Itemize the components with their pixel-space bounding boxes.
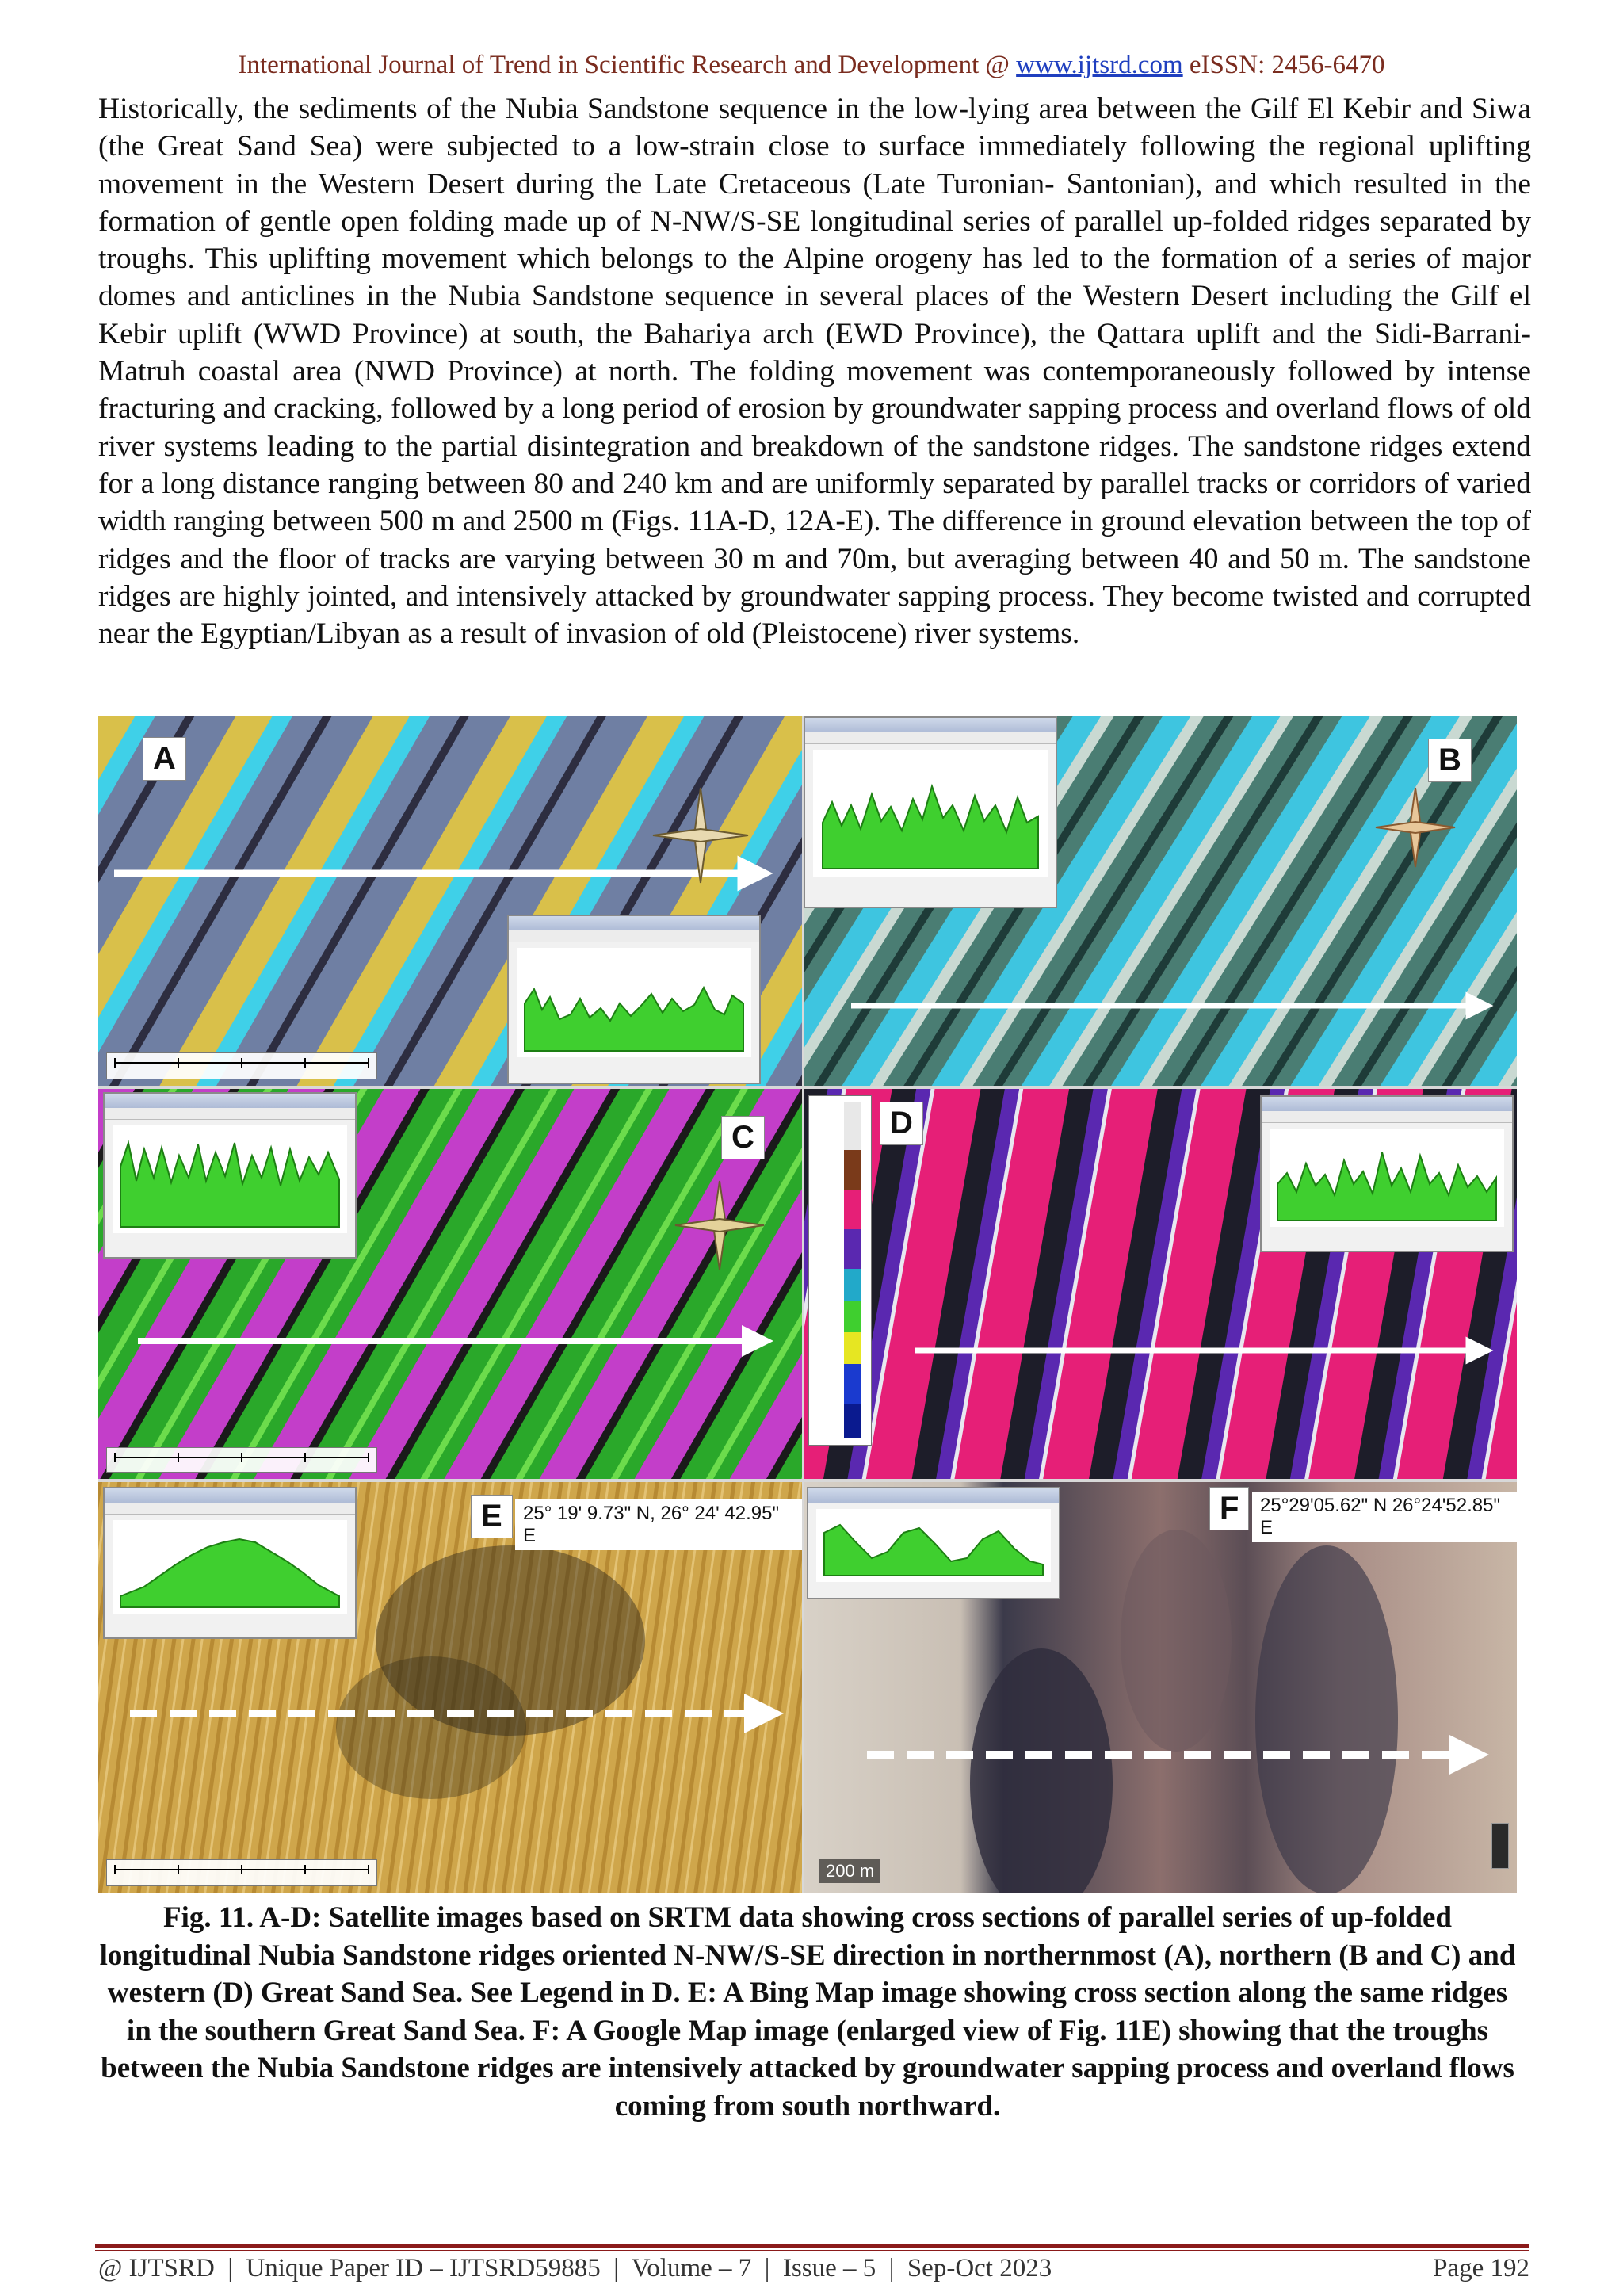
panel-d-label: D [880, 1102, 923, 1145]
panel-d-elevation-legend [808, 1095, 872, 1446]
elevation-profile-chart [113, 1125, 347, 1233]
figure-11 [98, 716, 1517, 1893]
panel-e-scale-bar [106, 1859, 377, 1886]
panel-f-coordinates: 25°29'05.62" N 26°24'52.85" E [1252, 1492, 1517, 1542]
panel-a-elevation-profile[interactable] [507, 915, 761, 1084]
footer-rule-top [95, 2244, 1529, 2248]
panel-f-elevation-profile[interactable] [807, 1487, 1060, 1599]
panel-f [804, 1482, 1517, 1893]
page-number: Page 192 [1433, 2254, 1529, 2283]
map-zoom-controls[interactable] [1491, 1823, 1509, 1869]
panel-c-scale-bar [106, 1447, 377, 1473]
footer-rule-bottom [95, 2250, 1529, 2251]
panel-c-elevation-profile[interactable] [103, 1092, 357, 1259]
elevation-profile-chart [813, 750, 1048, 877]
journal-name: International Journal of Trend in Scientific Research and Development @ [238, 51, 1010, 79]
body-paragraph: Historically, the sediments of the Nubia Sandstone sequence in the low-lying area between the Gilf El Kebir and Siwa (the Great Sand Sea) were subjected to a low-strain close to surface immediately following the regional uplifting movement in the Western Desert during the Late Cretaceous (Late Turonian- Santonian), and which resulted in the formation of gentle open folding made up of N-NW/S-SE longitudinal series of parallel up-folded ridges separated by troughs. This uplifting movement which belongs to the Alpine orogeny has led to the formation of a series of major domes and anticlines in the Nubia Sandstone sequence in several places of the Western Desert including the Gilf el Kebir uplift (WWD Province) at south, the Bahariya arch (EWD Province), the Qattara uplift and the Sidi-Barrani-Matruh coastal area (NWD Province) at north. The folding movement was contemporaneously followed by intense fracturing and cracking, followed by a long period of erosion by groundwater sapping process and overland flows of old river systems leading to the partial disintegration and breakdown of the sandstone ridges. The sandstone ridges extend for a long distance ranging between 80 and 240 km and are uniformly separated by parallel tracks or corridors of varied width ranging between 500 m and 2500 m (Figs. 11A-D, 12A-E). The difference in ground elevation between the top of ridges and the floor of tracks are varying between 30 m and 70m, but averaging between 40 and 50 m. The sandstone ridges are highly jointed, and intensively attacked by groundwater sapping process. They become twisted and corrupted near the Egyptian/Libyan as a result of invasion of old (Pleistocene) river systems. [98, 93, 1531, 651]
panel-c-label: C [721, 1116, 765, 1159]
elevation-profile-chart [517, 948, 751, 1057]
panel-b-label: B [1428, 739, 1472, 782]
elevation-profile-chart [1270, 1129, 1504, 1227]
journal-header [0, 51, 1623, 80]
panel-c [98, 1089, 802, 1479]
panel-e [98, 1482, 802, 1893]
panel-e-label: E [471, 1495, 513, 1538]
panel-f-label: F [1209, 1487, 1249, 1530]
footer-publication-info: @ IJTSRD | Unique Paper ID – IJTSRD59885 | Volume – 7 | Issue – 5 | Sep-Oct 2023 [98, 2254, 1052, 2283]
elevation-profile-chart [113, 1520, 347, 1614]
page-footer [98, 2254, 1529, 2283]
panel-a-scale-bar [106, 1052, 377, 1079]
elevation-profile-chart [816, 1509, 1051, 1582]
panel-a-label: A [143, 737, 186, 781]
panel-d [804, 1089, 1517, 1479]
journal-url-link[interactable]: www.ijtsrd.com [1016, 51, 1183, 79]
panel-f-scale [819, 1859, 880, 1883]
journal-issn: eISSN: 2456-6470 [1189, 51, 1385, 79]
panel-f-scale-label: 200 m [826, 1861, 875, 1881]
panel-b-elevation-profile[interactable] [804, 716, 1057, 908]
panel-e-elevation-profile[interactable] [103, 1487, 357, 1639]
panel-d-elevation-profile[interactable] [1260, 1095, 1514, 1252]
panel-a [98, 716, 802, 1086]
figure-caption: Fig. 11. A-D: Satellite images based on SRTM data showing cross sections of parallel series of up-folded longitudinal Nubia Sandstone ridges oriented N-NW/S-SE direction in northernmost (A), northern (B and C) and western (D) Great Sand Sea. See Legend in D. E: A Bing Map image showing cross section along the same ridges in the southern Great Sand Sea. F: A Google Map image (enlarged view of Fig. 11E) showing that the troughs between the Nubia Sandstone ridges are intensively attacked by groundwater sapping process and overland flows coming from south northward. [99, 1901, 1516, 2122]
panel-b [804, 716, 1517, 1086]
panel-e-coordinates: 25° 19' 9.73" N, 26° 24' 42.95" E [515, 1499, 802, 1550]
